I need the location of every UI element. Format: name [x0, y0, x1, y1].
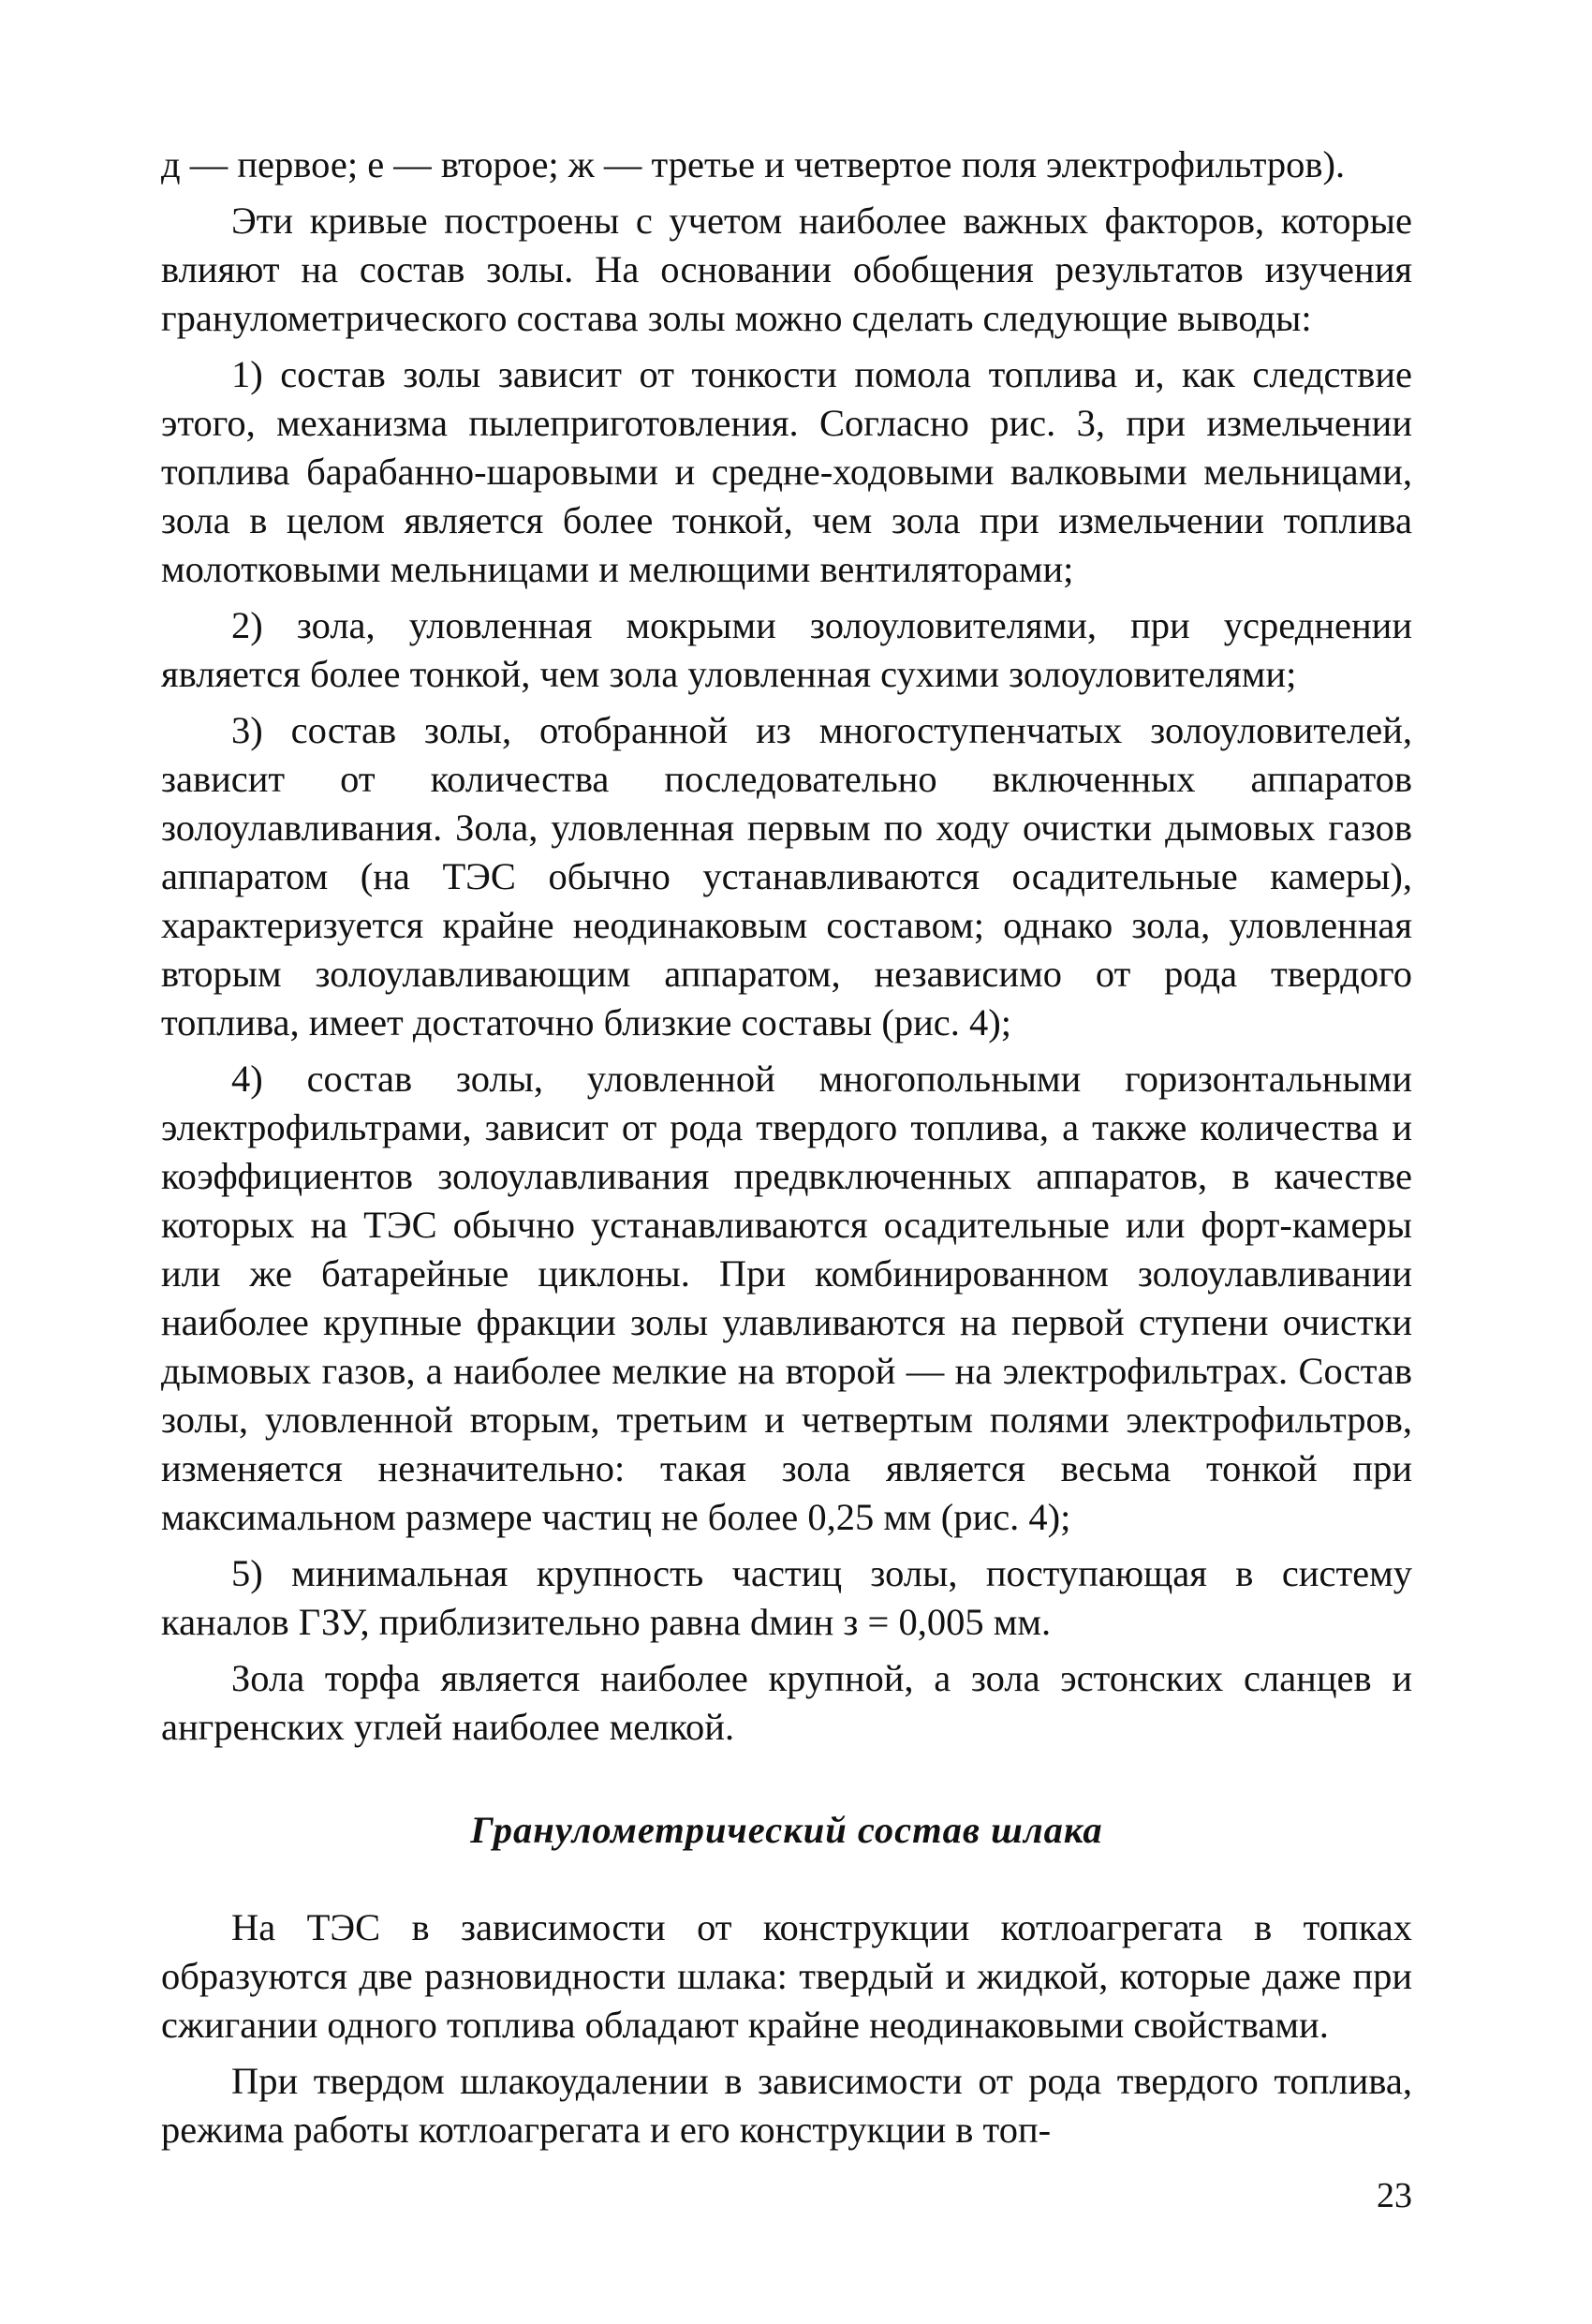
paragraph-conclusion-3: 3) состав золы, отобранной из многоступенчатых золоуловителей, зависит от количества последовательно включенных аппаратов золоулавливания. Зола, уловленная первым по ходу очистки дымовых газов аппаратом (на ТЭС обычно устанавливаются осадительные камеры), характеризуется крайне неодинаковым составом; однако зола, уловленная вторым золоулавливающим аппаратом, независимо от рода твердого топлива, имеет достаточно близкие составы (рис. 4);	[161, 709, 1412, 1044]
page-number: 23	[1377, 2176, 1412, 2215]
section-heading: Гранулометрический состав шлака	[470, 1809, 1103, 1851]
paragraph-curves-intro: Эти кривые построены с учетом наиболее важных факторов, которые влияют на состав золы. На основании обобщения результатов изучения гранулометрического состава золы можно сделать следующие выводы:	[161, 200, 1412, 339]
page-body	[161, 141, 1412, 2162]
paragraph-solid-slag-removal: При твердом шлакоудалении в зависимости от рода твердого топлива, режима работы котлоагрегата и его конструкции в топ-	[161, 2060, 1412, 2151]
paragraph-conclusion-2: 2) зола, уловленная мокрыми золоуловителями, при усреднении является более тонкой, чем зола уловленная сухими золоуловителями;	[161, 604, 1412, 695]
paragraph-slag-types: На ТЭС в зависимости от конструкции котлоагрегата в топках образуются две разновидности шлака: твердый и жидкой, которые даже при сжигании одного топлива обладают крайне неодинаковыми свойствами.	[161, 1906, 1412, 2046]
paragraph-figure-caption-continuation: д — первое; е — второе; ж — третье и четвертое поля электрофильтров).	[161, 143, 1346, 185]
paragraph-peat-ash: Зола торфа является наиболее крупной, а зола эстонских сланцев и ангренских углей наиболее мелкой.	[161, 1657, 1412, 1748]
paragraph-conclusion-4: 4) состав золы, уловленной многопольными горизонтальными электрофильтрами, зависит от рода твердого топлива, а также количества и коэффициентов золоулавливания предвключенных аппаратов, в качестве которых на ТЭС обычно устанавливаются осадительные или форт-камеры или же батарейные циклоны. При комбинированном золоулавливании наиболее крупные фракции золы улавливаются на первой ступени очистки дымовых газов, а наиболее мелкие на второй — на электрофильтрах. Состав золы, уловленной вторым, третьим и четвертым полями электрофильтров, изменяется незначительно: такая зола является весьма тонкой при максимальном размере частиц не более 0,25 мм (рис. 4);	[161, 1058, 1412, 1538]
paragraph-conclusion-5: 5) минимальная крупность частиц золы, поступающая в систему каналов ГЗУ, приблизительно равна dмин з = 0,005 мм.	[161, 1552, 1412, 1643]
paragraph-conclusion-1: 1) состав золы зависит от тонкости помола топлива и, как следствие этого, механизма пылеприготовления. Согласно рис. 3, при измельчении топлива барабанно-шаровыми и средне-ходовыми валковыми мельницами, зола в целом является более тонкой, чем зола при измельчении топлива молотковыми мельницами и мелющими вентиляторами;	[161, 353, 1412, 590]
